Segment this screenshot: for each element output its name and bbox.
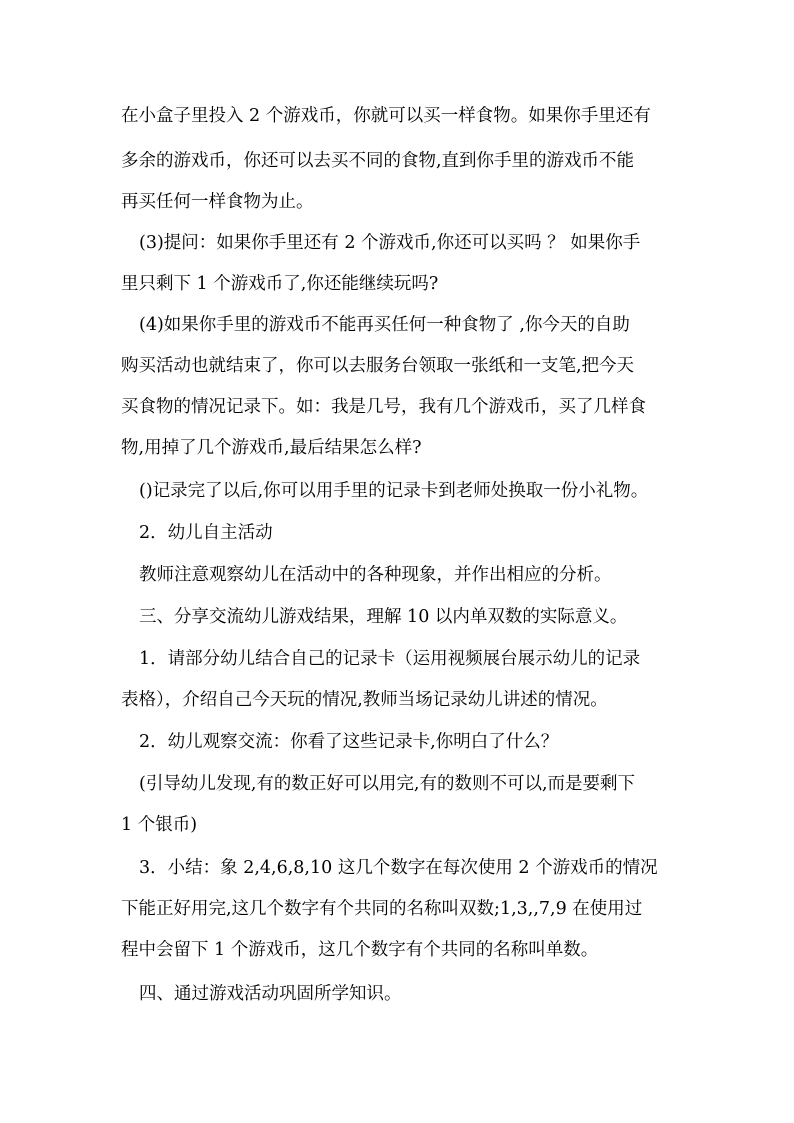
text-line: 在小盒子里投入 2 个游戏币，你就可以买一样食物。如果你手里还有 — [121, 106, 651, 126]
text-line: 表格），介绍自己今天玩的情况,教师当场记录幼儿讲述的情况。 — [121, 690, 608, 710]
text-line: 下能正好用完,这几个数字有个共同的名称叫双数;1,3,,7,9 在使用过 — [121, 899, 643, 919]
text-line: (3)提问：如果你手里还有 2 个游戏币,你还可以买吗 ？ 如果你手 — [139, 233, 641, 253]
text-line: (4)如果你手里的游戏币不能再买任何一种食物了 ,你今天的自助 — [139, 315, 630, 335]
text-line: 买食物的情况记录下。如：我是几号，我有几个游戏币，买了几样食 — [121, 397, 646, 417]
text-line: 3．小结：象 2,4,6,8,10 这几个数字在每次使用 2 个游戏币的情况 — [139, 858, 658, 878]
text-line: 购买活动也就结束了，你可以去服务台领取一张纸和一支笔,把今天 — [121, 356, 635, 376]
text-line: 物,用掉了几个游戏币,最后结果怎么样? — [121, 438, 422, 458]
text-line: 里只剩下 1 个游戏币了,你还能继续玩吗? — [121, 274, 439, 294]
text-line: 2．幼儿观察交流：你看了这些记录卡,你明白了什么？ — [139, 732, 559, 752]
text-line: 教师注意观察幼儿在活动中的各种现象，并作出相应的分析。 — [139, 565, 612, 585]
text-line: 程中会留下 1 个游戏币，这几个数字有个共同的名称叫单数。 — [121, 940, 599, 960]
text-line: ()记录完了以后,你可以用手里的记录卡到老师处换取一份小礼物。 — [139, 481, 649, 501]
text-line: 1．请部分幼儿结合自己的记录卡（运用视频展台展示幼儿的记录 — [139, 649, 641, 669]
section-heading: 三、分享交流幼儿游戏结果，理解 10 以内单双数的实际意义。 — [139, 607, 628, 627]
section-heading: 2．幼儿自主活动 — [139, 523, 273, 543]
text-line: 再买任何一样食物为止。 — [121, 192, 314, 212]
section-heading: 四、通过游戏活动巩固所学知识。 — [139, 984, 402, 1004]
text-line: 多余的游戏币，你还可以去买不同的食物,直到你手里的游戏币不能 — [121, 151, 635, 171]
text-line: (引导幼儿发现,有的数正好可以用完,有的数则不可以,而是要剩下 — [139, 774, 636, 794]
text-line: 1 个银币) — [121, 815, 198, 835]
